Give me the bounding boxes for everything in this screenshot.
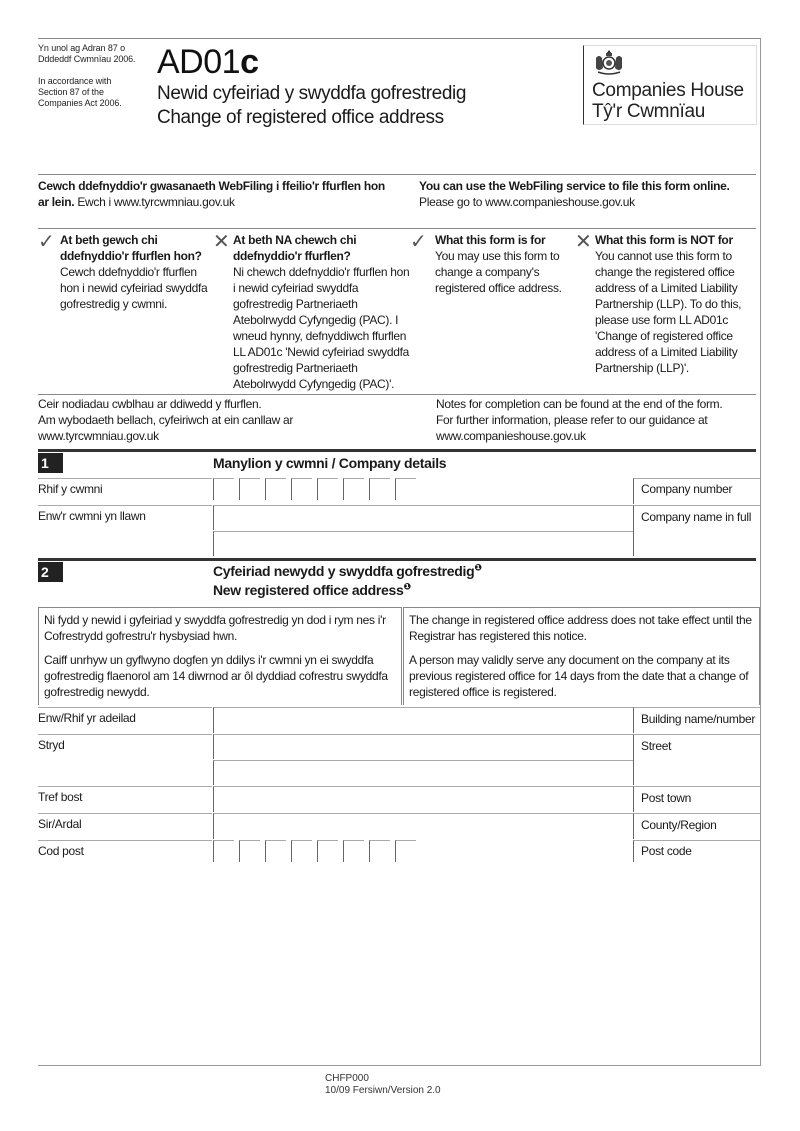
company-number-cell[interactable] xyxy=(213,478,234,500)
company-number-cell[interactable] xyxy=(265,478,286,500)
company-number-label-english: Company number xyxy=(633,478,760,504)
legal-reference-welsh xyxy=(38,43,135,65)
postcode-cell[interactable] xyxy=(265,840,286,862)
info-paragraph: The change in registered office address does not take effect until the Registrar has registered this notice. xyxy=(409,613,752,643)
company-number-cell[interactable] xyxy=(343,478,364,500)
company-number-cell[interactable] xyxy=(395,478,416,500)
usage-heading: What this form is for xyxy=(435,233,546,247)
street-input-line-2[interactable] xyxy=(213,760,633,785)
section-2-title-english: New registered office address xyxy=(213,582,404,598)
postcode-cell[interactable] xyxy=(317,840,338,862)
legal-cy-line-2: Dddeddf Cwmnïau 2006. xyxy=(38,54,136,64)
notes-english xyxy=(436,396,766,444)
section-2-title-welsh: Cyfeiriad newydd y swyddfa gofrestredig xyxy=(213,563,475,579)
company-number-label-welsh: Rhif y cwmni xyxy=(38,482,103,496)
row-line xyxy=(38,478,212,479)
guidance-link-english[interactable]: www.companieshouse.gov.uk xyxy=(436,429,586,443)
street-input-line-1[interactable] xyxy=(213,734,633,759)
county-label-welsh: Sir/Ardal xyxy=(38,817,82,831)
legal-en-line-1: In accordance with xyxy=(38,76,112,86)
company-number-cell[interactable] xyxy=(239,478,260,500)
street-label-welsh: Stryd xyxy=(38,738,65,752)
legal-cy-line-1: Yn unol ag Adran 87 o xyxy=(38,43,125,53)
footnote-marker-icon: ❶ xyxy=(474,562,482,573)
divider xyxy=(38,174,756,175)
section-2-title xyxy=(213,562,482,600)
divider xyxy=(38,394,756,395)
post-town-label-english: Post town xyxy=(633,786,760,812)
company-name-label-welsh: Enw'r cwmni yn llawn xyxy=(38,509,146,523)
form-code-prefix: AD01 xyxy=(157,43,241,81)
webfiling-en-link-text: Please go to www.companieshouse.gov.uk xyxy=(419,195,635,209)
legal-reference-english xyxy=(38,76,122,109)
footer xyxy=(325,1073,441,1097)
row-line xyxy=(38,707,212,708)
section-number-1: 1 xyxy=(38,453,63,473)
form-code xyxy=(157,45,258,79)
building-label-english: Building name/number xyxy=(633,707,760,733)
webfiling-cy-link-text: Ewch i www.tyrcwmniau.gov.uk xyxy=(74,195,235,209)
row-line xyxy=(38,786,212,787)
divider xyxy=(38,228,756,229)
webfiling-cy-bold: Cewch ddefnyddio'r gwasanaeth WebFiling i ffeilio'r ffurflen hon ar lein. xyxy=(38,179,385,209)
section-divider xyxy=(38,449,756,452)
row-line xyxy=(38,734,212,735)
section-number-2: 2 xyxy=(38,562,63,582)
usage-body: You cannot use this form to change the registered office address of a Limited Liability Partnership (LLP). To do this, please use form LL AD01c 'Change of registered office address of a Limited Liability Partnership (LLP)'. xyxy=(595,249,742,375)
webfiling-notice-welsh xyxy=(38,178,398,210)
logo-text-english: Companies House xyxy=(592,80,744,101)
postcode-cell[interactable] xyxy=(343,840,364,862)
footer-form-code: CHFP000 xyxy=(325,1073,369,1084)
notes-line: Am wybodaeth bellach, cyfeiriwch at ein canllaw ar xyxy=(38,413,294,427)
postcode-cell[interactable] xyxy=(291,840,312,862)
royal-coat-of-arms-icon xyxy=(592,48,626,76)
row-line xyxy=(38,840,212,841)
webfiling-notice-english xyxy=(419,178,759,210)
postcode-cell[interactable] xyxy=(369,840,390,862)
form-title-english: Change of registered office address xyxy=(157,107,444,128)
notes-line: For further information, please refer to our guidance at xyxy=(436,413,708,427)
notes-line: Notes for completion can be found at the end of the form. xyxy=(436,397,723,411)
section-divider xyxy=(38,558,756,561)
company-name-input-line-1[interactable] xyxy=(213,505,633,530)
company-number-cell[interactable] xyxy=(317,478,338,500)
county-label-english: County/Region xyxy=(633,813,760,839)
legal-en-line-2: Section 87 of the xyxy=(38,87,104,97)
cross-icon: ✕ xyxy=(213,231,230,253)
post-town-label-welsh: Tref bost xyxy=(38,790,83,804)
guidance-link-welsh[interactable]: www.tyrcwmniau.gov.uk xyxy=(38,429,159,443)
footnote-marker-icon: ❶ xyxy=(403,581,411,592)
company-name-label-english: Company name in full xyxy=(633,505,760,556)
info-box-english xyxy=(403,607,760,705)
usage-heading: What this form is NOT for xyxy=(595,233,733,247)
cross-icon: ✕ xyxy=(575,231,592,253)
check-icon: ✓ xyxy=(38,231,55,253)
check-icon: ✓ xyxy=(410,231,427,253)
postcode-cell[interactable] xyxy=(239,840,260,862)
postcode-cell[interactable] xyxy=(213,840,234,862)
building-label-welsh: Enw/Rhif yr adeilad xyxy=(38,711,136,725)
form-title xyxy=(157,82,466,130)
legal-en-line-3: Companies Act 2006. xyxy=(38,98,122,108)
row-line xyxy=(38,505,212,506)
street-label-english: Street xyxy=(633,734,760,785)
footer-version: 10/09 Fersiwn/Version 2.0 xyxy=(325,1085,441,1096)
company-number-cell[interactable] xyxy=(369,478,390,500)
usage-body: Ni chewch ddefnyddio'r ffurflen hon i newid cyfeiriad swyddfa gofrestredig Partneriaeth Atebolrwydd Cyfyngedig (PAC). I wneud hynny, defnyddiwch ffurflen LL AD01c 'Newid cyfeiriad swyddfa gofrestredig Partneriaeth Atebolrwydd Cyfyngedig (PAC)'. xyxy=(233,265,410,391)
info-paragraph: Ni fydd y newid i gyfeiriad y swyddfa gofrestredig yn dod i rym nes i'r Cofrestrydd gofrestru'r hysbysiad hwn. xyxy=(44,613,386,643)
postcode-label-welsh: Cod post xyxy=(38,844,84,858)
logo-text-welsh: Tŷ'r Cwmnïau xyxy=(592,101,705,122)
info-box-welsh xyxy=(38,607,402,705)
county-input[interactable] xyxy=(213,813,633,839)
usage-heading: At beth gewch chi ddefnyddio'r ffurflen hon? xyxy=(60,233,202,263)
section-1-title: Manylion y cwmni / Company details xyxy=(213,455,447,471)
company-name-input-line-2[interactable] xyxy=(213,531,633,556)
postcode-label-english: Post code xyxy=(633,840,760,862)
webfiling-en-bold: You can use the WebFiling service to file this form online. xyxy=(419,179,730,193)
company-number-cell[interactable] xyxy=(291,478,312,500)
usage-body: Cewch ddefnyddio'r ffurflen hon i newid cyfeiriad swyddfa gofrestredig y cwmni. xyxy=(60,265,208,311)
row-line xyxy=(38,813,212,814)
notes-welsh xyxy=(38,396,408,444)
info-paragraph: A person may validly serve any document on the company at its previous registered office for 14 days from the date that a change of registered office is registered. xyxy=(409,653,749,699)
postcode-cell[interactable] xyxy=(395,840,416,862)
companies-house-logo xyxy=(583,45,757,125)
building-input[interactable] xyxy=(213,707,633,733)
notes-line: Ceir nodiadau cwblhau ar ddiwedd y ffurflen. xyxy=(38,397,262,411)
info-paragraph: Caiff unrhyw un gyflwyno dogfen yn ddilys i'r cwmni yn ei swyddfa gofrestredig flaenorol am 14 diwrnod ar ôl dyddiad cofrestru swyddfa gofrestredig newydd. xyxy=(44,653,388,699)
usage-body: You may use this form to change a company's registered office address. xyxy=(435,249,562,295)
form-code-suffix: c xyxy=(240,43,259,81)
form-title-welsh: Newid cyfeiriad y swyddfa gofrestredig xyxy=(157,83,466,104)
usage-heading: At beth NA chewch chi ddefnyddio'r ffurflen? xyxy=(233,233,357,263)
post-town-input[interactable] xyxy=(213,786,633,812)
